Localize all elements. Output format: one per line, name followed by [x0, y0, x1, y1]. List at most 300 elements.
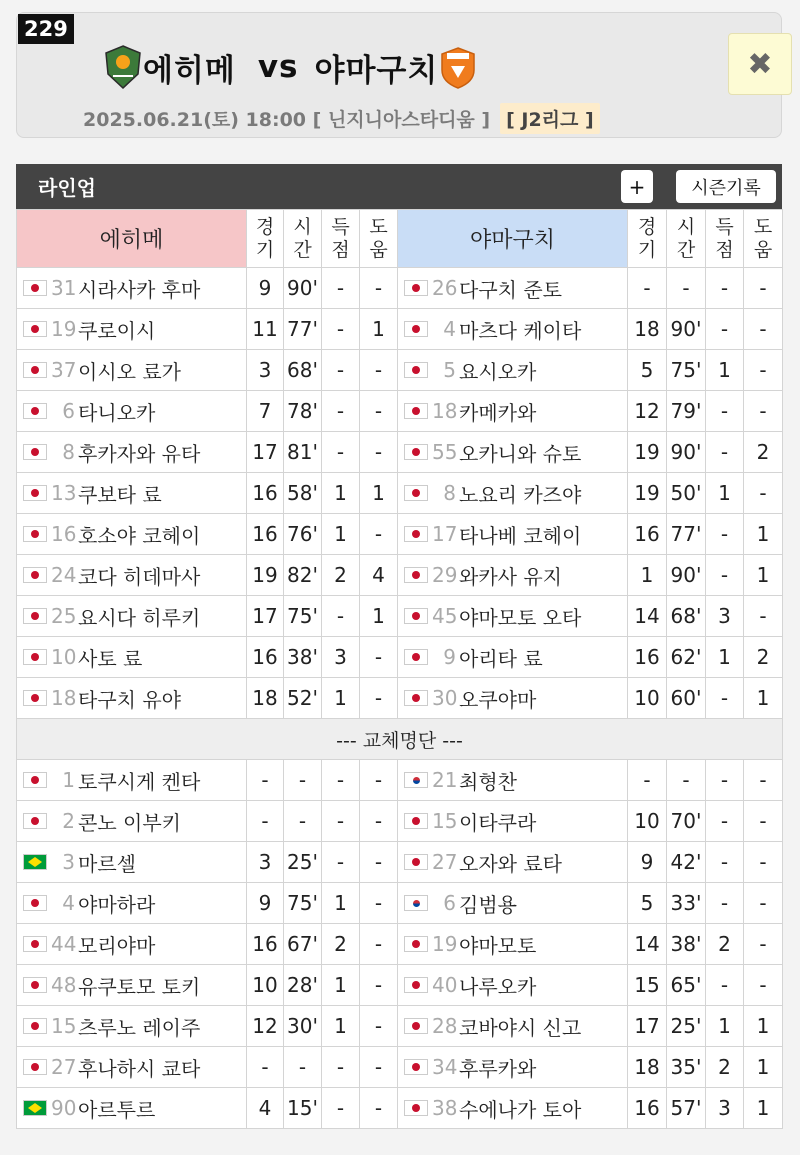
- flag-jp-icon: [23, 485, 47, 501]
- player-number: 40: [432, 973, 458, 997]
- home-player-cell[interactable]: [17, 883, 247, 924]
- home-goals-cell: -: [322, 350, 360, 391]
- flag-jp-icon: [404, 321, 428, 337]
- lineup-table: [16, 209, 783, 1129]
- home-minutes-cell: 52': [284, 678, 322, 719]
- close-icon: ✖: [747, 46, 773, 82]
- away-minutes-cell: 38': [667, 924, 706, 965]
- flag-jp-icon: [404, 936, 428, 952]
- flag-jp-icon: [404, 649, 428, 665]
- away-assists-cell: -: [744, 473, 783, 514]
- away-player-cell[interactable]: [398, 268, 628, 309]
- flag-br-icon: [23, 854, 47, 870]
- flag-jp-icon: [23, 977, 47, 993]
- away-assists-cell: 2: [744, 432, 783, 473]
- home-minutes-cell: 76': [284, 514, 322, 555]
- away-assists-cell: -: [744, 350, 783, 391]
- match-venue: [ 닌지니아스타디움 ]: [312, 109, 491, 131]
- substitutes-divider-row: [17, 719, 783, 760]
- table-row: [17, 801, 783, 842]
- match-header-card: [16, 12, 782, 138]
- away-appearances-cell: 1: [628, 555, 667, 596]
- away-appearances-cell: 17: [628, 1006, 667, 1047]
- player-name: 야마모토: [459, 933, 537, 958]
- lineup-body: [17, 268, 783, 1129]
- renofa-crest-icon: [438, 44, 478, 90]
- player-number: 13: [51, 481, 77, 505]
- home-minutes-cell: 77': [284, 309, 322, 350]
- player-name: 시라사카 후마: [78, 277, 201, 302]
- flag-br-icon: [23, 1100, 47, 1116]
- away-player-cell[interactable]: [398, 678, 628, 719]
- flag-jp-icon: [404, 854, 428, 870]
- player-number: 34: [432, 1055, 458, 1079]
- table-row: [17, 391, 783, 432]
- home-minutes-cell: 38': [284, 637, 322, 678]
- away-goals-cell: 3: [706, 596, 744, 637]
- away-player-cell[interactable]: [398, 432, 628, 473]
- flag-jp-icon: [23, 1018, 47, 1034]
- away-goals-cell: -: [706, 965, 744, 1006]
- away-appearances-cell: 18: [628, 1047, 667, 1088]
- player-name: 카메카와: [459, 400, 537, 425]
- flag-jp-icon: [23, 608, 47, 624]
- away-appearances-cell: 19: [628, 432, 667, 473]
- home-assists-cell: -: [360, 637, 398, 678]
- home-player-cell[interactable]: [17, 514, 247, 555]
- home-goals-cell: -: [322, 268, 360, 309]
- home-player-cell[interactable]: [17, 1047, 247, 1088]
- home-appearances-cell: 12: [247, 1006, 284, 1047]
- home-appearances-cell: 16: [247, 514, 284, 555]
- away-player-cell[interactable]: [398, 1047, 628, 1088]
- home-minutes-cell: 90': [284, 268, 322, 309]
- flag-jp-icon: [23, 813, 47, 829]
- away-minutes-cell: 25': [667, 1006, 706, 1047]
- flag-jp-icon: [23, 280, 47, 296]
- home-appearances-cell: 16: [247, 637, 284, 678]
- player-number: 31: [51, 276, 77, 300]
- away-goals-header: 득 점: [706, 210, 744, 268]
- home-player-cell[interactable]: [17, 432, 247, 473]
- flag-jp-icon: [23, 690, 47, 706]
- flag-jp-icon: [23, 444, 47, 460]
- home-player-cell[interactable]: [17, 678, 247, 719]
- table-row: [17, 350, 783, 391]
- player-number: 19: [51, 317, 77, 341]
- player-name: 오쿠야마: [459, 687, 537, 712]
- player-name: 아리타 료: [459, 646, 543, 671]
- away-appearances-cell: -: [628, 268, 667, 309]
- home-goals-cell: -: [322, 391, 360, 432]
- home-player-cell[interactable]: [17, 596, 247, 637]
- table-row: [17, 1047, 783, 1088]
- home-goals-header: 득 점: [322, 210, 360, 268]
- lineup-header-row: [17, 210, 783, 268]
- away-appearances-cell: 5: [628, 350, 667, 391]
- player-number: 10: [51, 645, 77, 669]
- flag-jp-icon: [404, 977, 428, 993]
- player-name: 타니오카: [78, 400, 156, 425]
- player-name: 유쿠토모 토키: [78, 974, 201, 999]
- player-number: 29: [432, 563, 458, 587]
- player-number: 30: [432, 686, 458, 710]
- flag-jp-icon: [404, 362, 428, 378]
- table-row: [17, 596, 783, 637]
- away-assists-cell: 1: [744, 1047, 783, 1088]
- player-number: 27: [51, 1055, 77, 1079]
- player-name: 다구치 준토: [459, 277, 562, 302]
- home-assists-header: 도 움: [360, 210, 398, 268]
- home-appearances-cell: 4: [247, 1088, 284, 1129]
- away-appearances-cell: 9: [628, 842, 667, 883]
- away-player-cell[interactable]: [398, 1006, 628, 1047]
- away-assists-cell: -: [744, 596, 783, 637]
- home-minutes-cell: 75': [284, 596, 322, 637]
- away-player-cell[interactable]: [398, 350, 628, 391]
- away-appearances-cell: 5: [628, 883, 667, 924]
- away-minutes-cell: 35': [667, 1047, 706, 1088]
- home-appearances-cell: 7: [247, 391, 284, 432]
- table-row: [17, 924, 783, 965]
- player-name: 와카사 유지: [459, 564, 562, 589]
- away-minutes-cell: 50': [667, 473, 706, 514]
- player-name: 야마하라: [78, 892, 156, 917]
- away-player-cell[interactable]: [398, 760, 628, 801]
- player-number: 28: [432, 1014, 458, 1038]
- vs-label: vs: [257, 49, 299, 85]
- away-goals-cell: 1: [706, 350, 744, 391]
- home-assists-cell: -: [360, 965, 398, 1006]
- away-player-cell[interactable]: [398, 965, 628, 1006]
- player-name: 코다 히데마사: [78, 564, 201, 589]
- away-goals-cell: -: [706, 842, 744, 883]
- home-assists-cell: 1: [360, 309, 398, 350]
- away-assists-cell: 1: [744, 1088, 783, 1129]
- home-player-cell[interactable]: [17, 350, 247, 391]
- flag-jp-icon: [404, 813, 428, 829]
- home-team-header: 에히메: [17, 210, 247, 268]
- home-appearances-cell: 17: [247, 432, 284, 473]
- home-player-cell[interactable]: [17, 268, 247, 309]
- close-button[interactable]: [728, 33, 792, 95]
- away-appearances-cell: 19: [628, 473, 667, 514]
- home-assists-cell: -: [360, 801, 398, 842]
- home-goals-cell: -: [322, 1088, 360, 1129]
- home-appearances-cell: 18: [247, 678, 284, 719]
- league-badge: [ J2리그 ]: [500, 103, 600, 134]
- home-player-cell[interactable]: [17, 473, 247, 514]
- player-number: 26: [432, 276, 458, 300]
- home-team-name: 에히메: [143, 52, 236, 89]
- flag-jp-icon: [23, 403, 47, 419]
- home-minutes-cell: 78': [284, 391, 322, 432]
- home-player-cell[interactable]: [17, 555, 247, 596]
- player-name: 나루오카: [459, 974, 537, 999]
- flag-jp-icon: [404, 403, 428, 419]
- flag-jp-icon: [404, 1100, 428, 1116]
- table-row: [17, 514, 783, 555]
- table-row: [17, 555, 783, 596]
- away-goals-cell: 3: [706, 1088, 744, 1129]
- player-number: 6: [62, 399, 75, 423]
- flag-jp-icon: [404, 485, 428, 501]
- home-mins-header: 시 간: [284, 210, 322, 268]
- home-player-cell[interactable]: [17, 965, 247, 1006]
- player-number: 5: [443, 358, 456, 382]
- home-player-cell[interactable]: [17, 760, 247, 801]
- player-number: 16: [51, 522, 77, 546]
- away-player-cell[interactable]: [398, 924, 628, 965]
- table-row: [17, 678, 783, 719]
- flag-jp-icon: [23, 362, 47, 378]
- away-goals-cell: 1: [706, 637, 744, 678]
- away-player-cell[interactable]: [398, 596, 628, 637]
- away-minutes-cell: 90': [667, 432, 706, 473]
- flag-jp-icon: [23, 321, 47, 337]
- home-appearances-cell: -: [247, 801, 284, 842]
- table-row: [17, 309, 783, 350]
- player-name: 후카자와 유타: [78, 441, 201, 466]
- player-number: 17: [432, 522, 458, 546]
- home-goals-cell: -: [322, 309, 360, 350]
- away-goals-cell: -: [706, 760, 744, 801]
- player-name: 마츠다 케이타: [459, 318, 582, 343]
- player-number: 8: [443, 481, 456, 505]
- away-player-cell[interactable]: [398, 555, 628, 596]
- player-name: 수에나가 토아: [459, 1097, 582, 1122]
- flag-jp-icon: [404, 567, 428, 583]
- home-goals-cell: -: [322, 432, 360, 473]
- home-appearances-cell: 17: [247, 596, 284, 637]
- player-name: 김범용: [459, 892, 517, 917]
- table-row: [17, 637, 783, 678]
- home-player-cell[interactable]: [17, 842, 247, 883]
- lineup-header: [16, 164, 782, 209]
- home-assists-cell: -: [360, 1088, 398, 1129]
- ehime-crest-icon: [103, 44, 143, 90]
- away-minutes-cell: 33': [667, 883, 706, 924]
- away-goals-cell: 2: [706, 924, 744, 965]
- flag-jp-icon: [404, 444, 428, 460]
- player-name: 타나베 코헤이: [459, 523, 582, 548]
- match-meta: [83, 103, 600, 134]
- player-name: 노요리 카즈야: [459, 482, 582, 507]
- away-minutes-cell: 42': [667, 842, 706, 883]
- away-appearances-cell: 12: [628, 391, 667, 432]
- away-goals-cell: 1: [706, 473, 744, 514]
- player-name: 호소야 코헤이: [78, 523, 201, 548]
- away-minutes-cell: 90': [667, 309, 706, 350]
- away-minutes-cell: 68': [667, 596, 706, 637]
- player-number: 27: [432, 850, 458, 874]
- away-goals-cell: 2: [706, 1047, 744, 1088]
- home-appearances-cell: 9: [247, 883, 284, 924]
- home-minutes-cell: 82': [284, 555, 322, 596]
- away-player-cell[interactable]: [398, 473, 628, 514]
- away-minutes-cell: 70': [667, 801, 706, 842]
- home-appearances-cell: -: [247, 1047, 284, 1088]
- flag-jp-icon: [404, 690, 428, 706]
- player-number: 44: [51, 932, 77, 956]
- home-minutes-cell: 67': [284, 924, 322, 965]
- player-name: 코바야시 신고: [459, 1015, 582, 1040]
- away-apps-header: 경 기: [628, 210, 667, 268]
- away-minutes-cell: -: [667, 760, 706, 801]
- home-player-cell[interactable]: [17, 391, 247, 432]
- home-player-cell[interactable]: [17, 1088, 247, 1129]
- player-name: 사토 료: [78, 646, 143, 671]
- home-goals-cell: -: [322, 842, 360, 883]
- flag-jp-icon: [23, 526, 47, 542]
- away-appearances-cell: 14: [628, 924, 667, 965]
- table-row: [17, 1006, 783, 1047]
- away-goals-cell: -: [706, 391, 744, 432]
- flag-jp-icon: [404, 280, 428, 296]
- away-assists-cell: -: [744, 309, 783, 350]
- away-appearances-cell: 15: [628, 965, 667, 1006]
- home-goals-cell: -: [322, 801, 360, 842]
- flag-kr-icon: [404, 772, 428, 788]
- home-assists-cell: -: [360, 514, 398, 555]
- away-player-cell[interactable]: [398, 514, 628, 555]
- table-row: [17, 842, 783, 883]
- away-assists-cell: 1: [744, 1006, 783, 1047]
- table-row: [17, 432, 783, 473]
- player-number: 37: [51, 358, 77, 382]
- home-apps-header: 경 기: [247, 210, 284, 268]
- home-assists-cell: -: [360, 1047, 398, 1088]
- home-goals-cell: -: [322, 760, 360, 801]
- home-player-cell[interactable]: [17, 637, 247, 678]
- home-player-cell[interactable]: [17, 801, 247, 842]
- away-appearances-cell: -: [628, 760, 667, 801]
- home-player-cell[interactable]: [17, 1006, 247, 1047]
- home-assists-cell: -: [360, 883, 398, 924]
- home-goals-cell: 2: [322, 555, 360, 596]
- away-goals-cell: -: [706, 555, 744, 596]
- home-assists-cell: -: [360, 1006, 398, 1047]
- away-player-cell[interactable]: [398, 637, 628, 678]
- table-row: [17, 760, 783, 801]
- player-number: 9: [443, 645, 456, 669]
- home-assists-cell: 4: [360, 555, 398, 596]
- flag-jp-icon: [23, 936, 47, 952]
- home-assists-cell: -: [360, 350, 398, 391]
- player-name: 야마모토 오타: [459, 605, 582, 630]
- player-number: 45: [432, 604, 458, 628]
- home-minutes-cell: 25': [284, 842, 322, 883]
- season-record-button[interactable]: 시즌기록: [676, 170, 776, 203]
- home-goals-cell: -: [322, 1047, 360, 1088]
- home-minutes-cell: -: [284, 760, 322, 801]
- home-goals-cell: 1: [322, 473, 360, 514]
- home-minutes-cell: 15': [284, 1088, 322, 1129]
- home-player-cell[interactable]: [17, 924, 247, 965]
- away-assists-cell: 1: [744, 678, 783, 719]
- player-number: 55: [432, 440, 458, 464]
- player-number: 21: [432, 768, 458, 792]
- home-assists-cell: -: [360, 924, 398, 965]
- away-assists-cell: 2: [744, 637, 783, 678]
- home-appearances-cell: 11: [247, 309, 284, 350]
- home-minutes-cell: 30': [284, 1006, 322, 1047]
- home-assists-cell: -: [360, 268, 398, 309]
- expand-button[interactable]: +: [621, 170, 653, 203]
- table-row: [17, 268, 783, 309]
- player-name: 타구치 유야: [78, 687, 181, 712]
- away-player-cell[interactable]: [398, 1088, 628, 1129]
- home-goals-cell: -: [322, 596, 360, 637]
- player-number: 15: [432, 809, 458, 833]
- away-player-cell[interactable]: [398, 309, 628, 350]
- home-appearances-cell: 10: [247, 965, 284, 1006]
- away-appearances-cell: 16: [628, 514, 667, 555]
- away-assists-cell: -: [744, 924, 783, 965]
- player-name: 요시오카: [459, 359, 537, 384]
- home-appearances-cell: 3: [247, 842, 284, 883]
- player-name: 콘노 이부키: [78, 810, 181, 835]
- match-title: [103, 39, 478, 95]
- away-minutes-cell: 65': [667, 965, 706, 1006]
- flag-jp-icon: [23, 649, 47, 665]
- home-minutes-cell: -: [284, 801, 322, 842]
- away-player-cell[interactable]: [398, 801, 628, 842]
- player-name: 토쿠시게 켄타: [78, 769, 201, 794]
- away-player-cell[interactable]: [398, 883, 628, 924]
- away-appearances-cell: 10: [628, 678, 667, 719]
- away-appearances-cell: 10: [628, 801, 667, 842]
- home-player-cell[interactable]: [17, 309, 247, 350]
- away-minutes-cell: 79': [667, 391, 706, 432]
- home-appearances-cell: 3: [247, 350, 284, 391]
- home-goals-cell: 3: [322, 637, 360, 678]
- player-number: 48: [51, 973, 77, 997]
- home-assists-cell: 1: [360, 596, 398, 637]
- player-number: 25: [51, 604, 77, 628]
- away-assists-cell: -: [744, 760, 783, 801]
- away-goals-cell: -: [706, 883, 744, 924]
- player-name: 쿠보타 료: [78, 482, 162, 507]
- home-goals-cell: 1: [322, 514, 360, 555]
- home-goals-cell: 2: [322, 924, 360, 965]
- away-appearances-cell: 16: [628, 1088, 667, 1129]
- player-number: 2: [62, 809, 75, 833]
- home-goals-cell: 1: [322, 1006, 360, 1047]
- home-minutes-cell: 28': [284, 965, 322, 1006]
- flag-jp-icon: [404, 608, 428, 624]
- away-minutes-cell: 57': [667, 1088, 706, 1129]
- away-player-cell[interactable]: [398, 842, 628, 883]
- player-name: 쿠로이시: [78, 318, 156, 343]
- home-minutes-cell: 81': [284, 432, 322, 473]
- away-assists-cell: 1: [744, 555, 783, 596]
- home-appearances-cell: 19: [247, 555, 284, 596]
- player-number: 8: [62, 440, 75, 464]
- home-minutes-cell: 68': [284, 350, 322, 391]
- player-number: 24: [51, 563, 77, 587]
- away-minutes-cell: -: [667, 268, 706, 309]
- home-assists-cell: 1: [360, 473, 398, 514]
- away-minutes-cell: 90': [667, 555, 706, 596]
- player-number: 18: [51, 686, 77, 710]
- flag-kr-icon: [404, 895, 428, 911]
- home-assists-cell: -: [360, 391, 398, 432]
- away-player-cell[interactable]: [398, 391, 628, 432]
- player-number: 18: [432, 399, 458, 423]
- away-appearances-cell: 18: [628, 309, 667, 350]
- home-assists-cell: -: [360, 760, 398, 801]
